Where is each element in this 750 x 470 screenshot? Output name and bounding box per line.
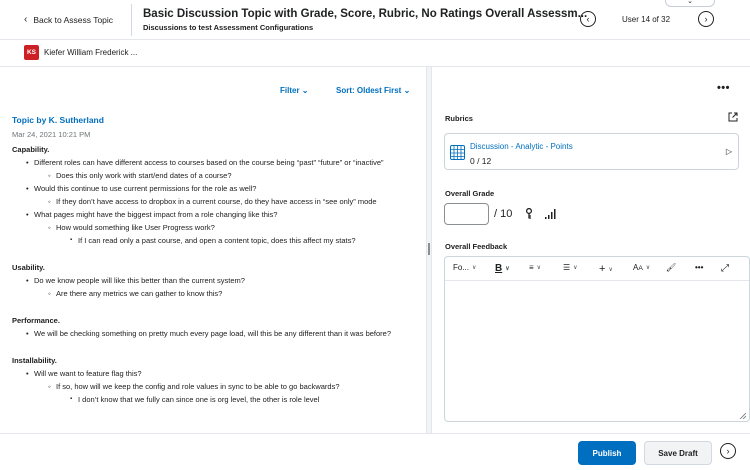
overall-feedback-label: Overall Feedback: [445, 242, 508, 251]
grade-out-of: / 10: [494, 208, 513, 220]
grade-input[interactable]: [444, 203, 489, 225]
section-heading: Performance.: [12, 316, 60, 325]
sort-label: Sort: Oldest First: [336, 86, 402, 95]
user-position: User 14 of 32: [622, 15, 671, 24]
font-label: Fo...: [453, 263, 470, 272]
format-painter-button[interactable]: [666, 263, 676, 272]
paint-roller-icon: 🖌: [666, 263, 677, 272]
rubric-grid-icon: [450, 145, 465, 160]
resize-handle-icon[interactable]: [739, 412, 746, 419]
rubric-score: 0 / 12: [470, 156, 492, 166]
chevron-down-icon: ∨: [608, 266, 613, 273]
top-header: [0, 0, 750, 40]
overall-grade-label: Overall Grade: [445, 189, 495, 198]
chevron-down-icon: ∨: [536, 265, 542, 271]
list-item: • Will we want to feature flag this?: [34, 367, 412, 380]
header-divider: [131, 4, 132, 36]
list-item: • Do we know people will like this better than the current system?: [34, 274, 412, 287]
font-size-button[interactable]: [633, 263, 650, 272]
feedback-editor[interactable]: [444, 256, 750, 422]
back-to-assess-topic-link[interactable]: [24, 14, 113, 25]
chevron-left-icon: ‹: [586, 13, 590, 24]
list-item: ▪ I don’t know that we fully can since one is org level, the other is role level: [78, 393, 412, 406]
list-item: • Would this continue to use current permissions for the role as well?: [34, 182, 412, 195]
save-draft-button[interactable]: Save Draft: [644, 441, 712, 465]
plus-icon: +: [599, 263, 606, 275]
font-size-icon: AA: [633, 263, 643, 272]
topic-date: Mar 24, 2021 10:21 PM: [12, 130, 91, 139]
chevron-down-icon: ∨: [645, 265, 651, 271]
publish-button[interactable]: Publish: [578, 441, 636, 465]
previous-user-button[interactable]: [580, 11, 596, 27]
section-heading: Installability.: [12, 356, 57, 365]
list-item: ◦ Are there any metrics we can gather to know this?: [56, 287, 412, 300]
topic-title-link[interactable]: Topic by K. Sutherland: [12, 115, 104, 125]
chevron-down-icon: ∨: [472, 265, 477, 271]
list-item: ◦ Does this only work with start/end dates of a course?: [56, 169, 412, 182]
back-label: Back to Assess Topic: [33, 14, 114, 25]
list-item: • Different roles can have different access to courses based on the course being “past” “future” or “inactive”: [34, 156, 412, 169]
drag-handle-icon[interactable]: [428, 243, 430, 255]
page-title: Basic Discussion Topic with Grade, Score, Rubric, No Ratings Overall Assessm...: [143, 8, 588, 20]
chevron-down-icon: ∨: [505, 266, 510, 272]
list-item: ◦ If so, how will we keep the config and role values in sync to be able to go backwards?: [56, 380, 412, 393]
more-tools-button[interactable]: •••: [695, 263, 704, 272]
insert-button[interactable]: [599, 263, 613, 275]
align-button[interactable]: [529, 263, 541, 272]
list-item: ◦ How would something like User Progress work?: [56, 221, 412, 234]
footer-bar: [0, 433, 750, 470]
chevron-right-icon: ›: [704, 13, 708, 24]
chevron-down-icon: ∨: [573, 265, 578, 271]
font-family-dropdown[interactable]: [453, 263, 476, 272]
list-item: • We will be checking something on pretty much every page load, will this be any different than it was before?: [34, 327, 412, 340]
filter-dropdown[interactable]: [280, 86, 309, 95]
filter-label: Filter: [280, 86, 300, 95]
discussion-pane: [0, 67, 426, 433]
chevron-down-icon: ⌄: [403, 86, 411, 95]
expand-icon: ⤢: [721, 263, 729, 274]
assessment-pane: [432, 67, 750, 433]
list-item: ◦ If they don’t have access to dropbox in a current course, do they have access in “see only” mode: [56, 195, 412, 208]
editor-toolbar: [445, 257, 749, 281]
bold-button[interactable]: [495, 263, 510, 274]
bold-label: B: [495, 263, 503, 274]
fullscreen-button[interactable]: [721, 263, 729, 274]
popout-icon[interactable]: [728, 112, 738, 122]
section-heading: Capability.: [12, 145, 50, 154]
section-heading: Usability.: [12, 263, 45, 272]
expand-arrow-icon[interactable]: ▷: [725, 147, 732, 156]
list-item: • What pages might have the biggest impact from a role changing like this?: [34, 208, 412, 221]
chevron-down-icon: ⌄: [301, 86, 309, 95]
user-name[interactable]: Kiefer William Frederick ...: [44, 48, 138, 57]
page-subtitle: Discussions to test Assessment Configurations: [143, 23, 314, 32]
bulleted-list-icon: ☰: [563, 263, 571, 272]
rubrics-label: Rubrics: [445, 114, 473, 123]
user-bar: [0, 40, 750, 67]
rubric-card[interactable]: [444, 133, 739, 170]
chevron-down-icon: ⌄: [687, 0, 693, 5]
post-body: [12, 143, 412, 406]
footer-next-button[interactable]: [720, 443, 736, 459]
sort-dropdown[interactable]: [336, 86, 410, 95]
stats-bars-icon[interactable]: [545, 209, 556, 219]
more-options-button[interactable]: •••: [716, 82, 730, 94]
chevron-right-icon: ›: [726, 445, 730, 456]
align-left-icon: ≡: [529, 263, 534, 272]
key-icon[interactable]: [525, 208, 533, 219]
collapse-header-toggle[interactable]: [665, 0, 715, 7]
chevron-left-icon: ‹: [24, 14, 28, 25]
avatar: KS: [24, 45, 39, 60]
list-button[interactable]: [563, 263, 578, 272]
rubric-name-link[interactable]: Discussion - Analytic - Points: [470, 142, 573, 151]
next-user-button[interactable]: [698, 11, 714, 27]
list-item: ▪ If I can read only a past course, and open a content topic, does this affect my stats?: [78, 234, 412, 247]
